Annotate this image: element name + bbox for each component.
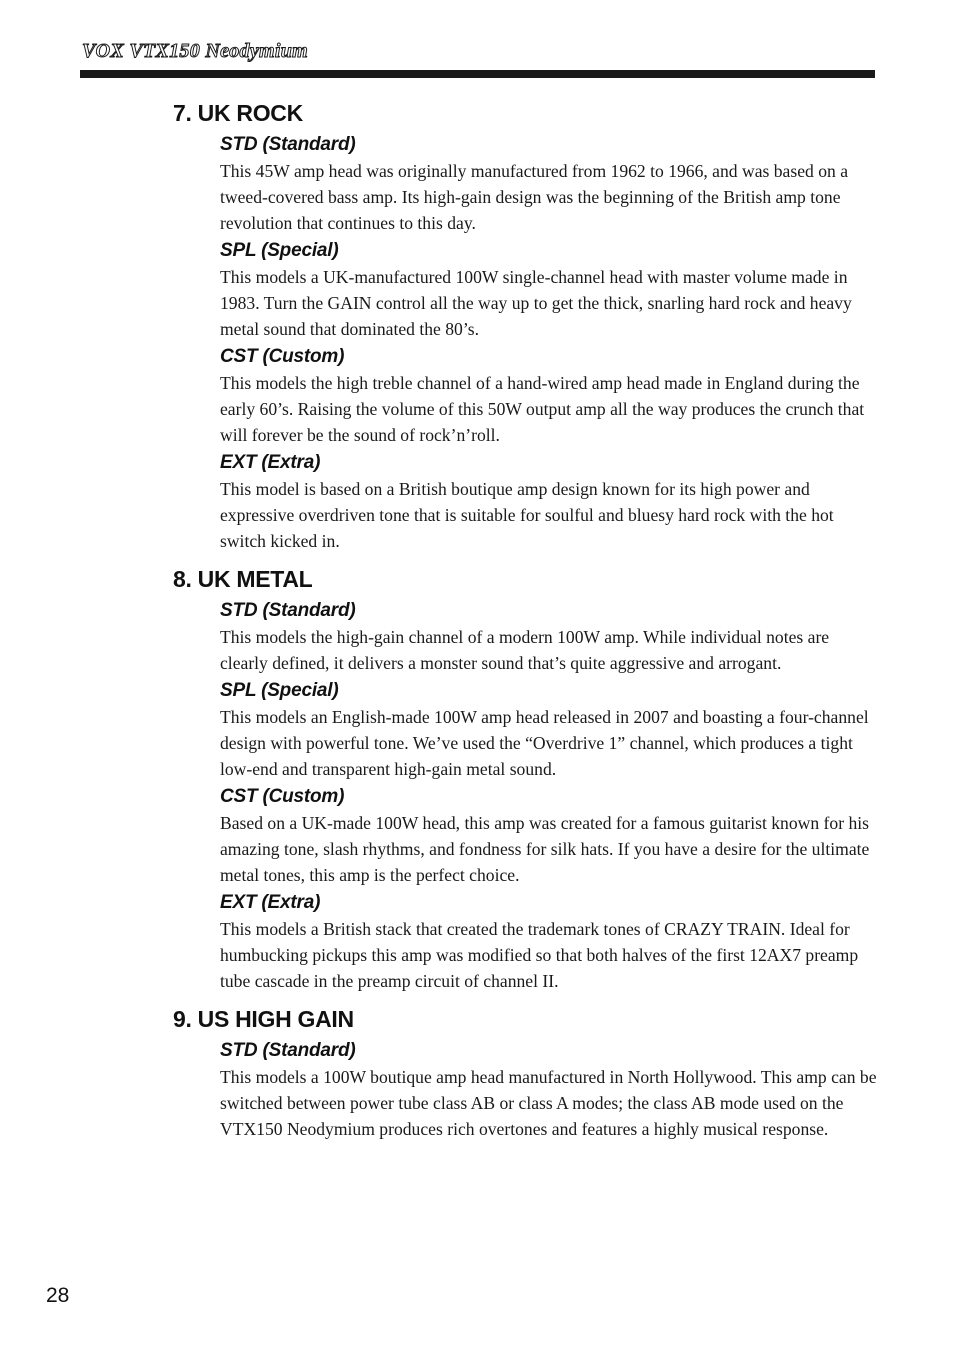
header-title: VOX VTX150 Neodymium: [82, 40, 309, 62]
section-heading: 9. US HIGH GAIN: [173, 1006, 354, 1032]
section-heading: 8. UK METAL: [173, 566, 313, 592]
entry-title: STD (Standard): [220, 134, 356, 155]
entry-body: This models a British stack that created the trademark tones of CRAZY TRAIN. Ideal for humbucking pickups this amp was modified so that both halves of the first 12AX7 preamp tube cascade in the preamp circuit of channel II.: [220, 919, 859, 991]
entry-title: EXT (Extra): [220, 452, 321, 473]
entry-body: This models a 100W boutique amp head manufactured in North Hollywood. This amp can be switched between power tube class AB or class A modes; the class AB mode used on the VTX150 Neodymium produces rich overtones and features a highly musical response.: [220, 1067, 877, 1139]
entry-title: CST (Custom): [220, 346, 345, 367]
section-uk-rock: [173, 100, 878, 554]
section-heading: 7. UK ROCK: [173, 100, 303, 126]
entry-body: This models the high treble channel of a hand-wired amp head made in England during the early 60’s. Raising the volume of this 50W output amp all the way produces the crunch that will forever be the sound of rock’n’roll.: [220, 373, 865, 445]
page-number: 28: [46, 1284, 70, 1307]
entry-title: SPL (Special): [220, 240, 339, 261]
entry-title: CST (Custom): [220, 786, 345, 807]
entry-body: Based on a UK-made 100W head, this amp was created for a famous guitarist known for his amazing tone, slash rhythms, and fondness for silk hats. If you have a desire for the ultimate metal tones, this amp is the perfect choice.: [220, 813, 870, 885]
entry-body: This models the high-gain channel of a modern 100W amp. While individual notes are clearly defined, it delivers a monster sound that’s quite aggressive and arrogant.: [220, 627, 830, 673]
section-us-high-gain: [173, 1006, 878, 1142]
entry-body: This models an English-made 100W amp head released in 2007 and boasting a four-channel design with powerful tone. We’ve used the “Overdrive 1” channel, which produces a tight low-end and transparent high-gain metal sound.: [220, 707, 869, 779]
entry-title: STD (Standard): [220, 600, 356, 621]
entry-title: EXT (Extra): [220, 892, 321, 913]
entry-title: STD (Standard): [220, 1040, 356, 1061]
entry-body: This model is based on a British boutique amp design known for its high power and expressive overdriven tone that is suitable for soulful and bluesy hard rock with the hot switch kicked in.: [220, 479, 834, 551]
section-uk-metal: [173, 566, 878, 994]
entry-body: This models a UK-manufactured 100W single-channel head with master volume made in 1983. Turn the GAIN control all the way up to get the thick, snarling hard rock and heavy metal sound that dominated the 80’s.: [220, 267, 852, 339]
entry-title: SPL (Special): [220, 680, 339, 701]
entry-body: This 45W amp head was originally manufactured from 1962 to 1966, and was based on a tweed-covered bass amp. Its high-gain design was the beginning of the British amp tone revolution that continues to this day.: [220, 161, 849, 233]
header-rule: [80, 70, 875, 78]
main-content: [173, 100, 878, 1154]
